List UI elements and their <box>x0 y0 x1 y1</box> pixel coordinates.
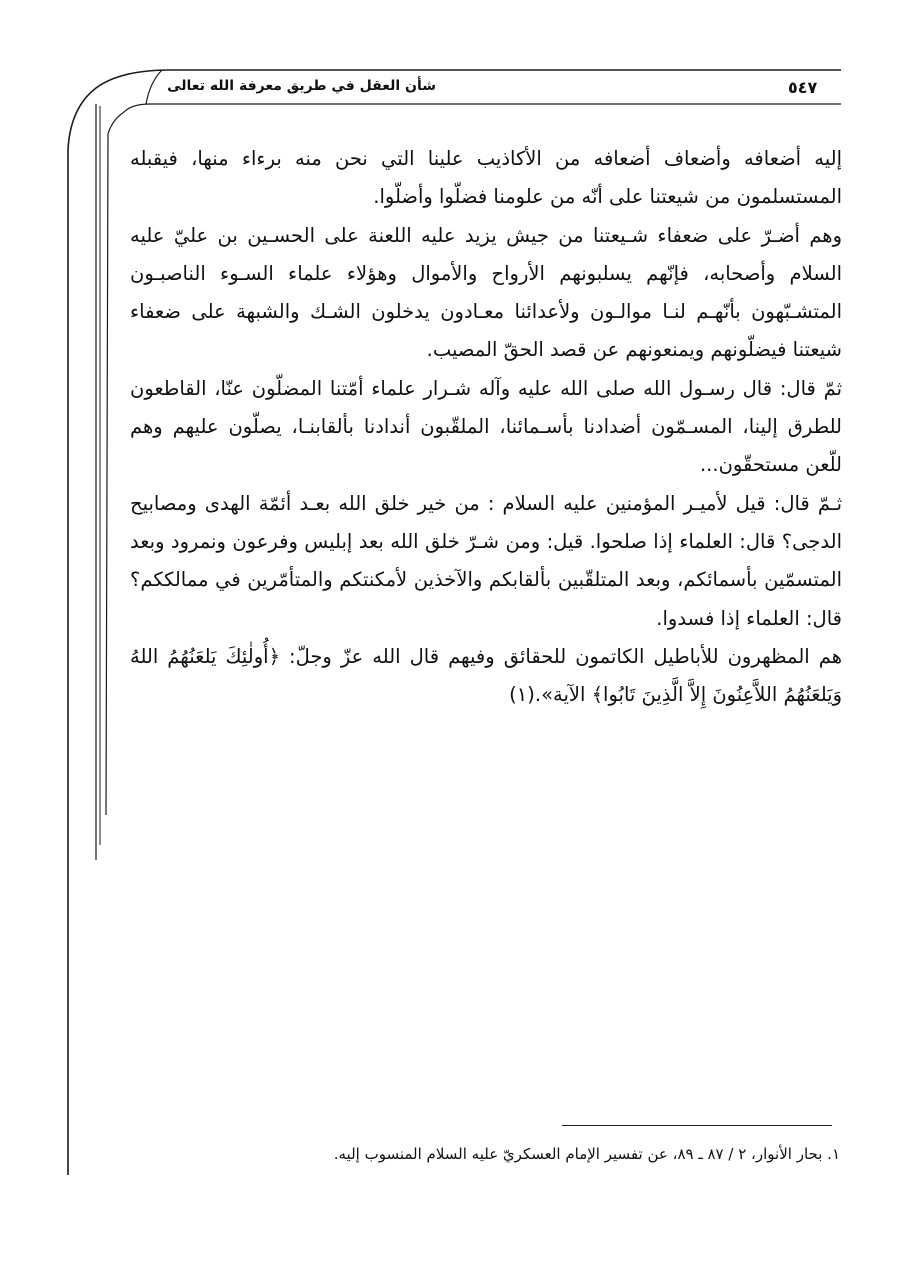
page-number: ٥٤٧ <box>788 78 818 97</box>
footnote: ١. بحار الأنوار، ٢ / ٨٧ ـ ٨٩، عن تفسير الإمام العسكريّ عليه السلام المنسوب إليه. <box>333 1145 840 1163</box>
paragraph: ثمّ قال: قال رسـول الله صلى الله عليه وآله شـرار علماء أمّتنا المضلّون عنّا، القاطعون للطرق إلينا، المسـمّون أضدادنا بأسـمائنا، الملقّبون أندادنا بألقابنـا، يصلّون عليهم وهم للّعن مستحقّون... <box>130 376 842 477</box>
paragraph: ثـمّ قال: قيل لأميـر المؤمنين عليه السلام : من خير خلق الله بعـد أئمّة الهدى ومصابيح الدجى؟ قال: العلماء إذا صلحوا. قيل: ومن شـرّ خلق الله بعد إبليس وفرعون ونمرود وبعد المتسمّين بأسمائكم، وبعد المتلقّبين بألقابكم والآخذين لأمكنتكم والمتأمّرين في ممالككم؟ قال: العلماء إذا فسدوا. <box>130 491 842 630</box>
main-text <box>130 140 842 714</box>
paragraph: وهم أضـرّ على ضعفاء شـيعتنا من جيش يزيد عليه اللعنة على الحسـين بن عليّ عليه السلام وأصحابه، فإنّهم يسلبونهم الأرواح والأموال وهؤلاء علماء السـوء الناصبـون المتشـبّهون بأنّهـم لنـا موالـون ولأعدائنا معـادون يدخلون الشـك والشبهة على ضعفاء شيعتنا فيضلّونهم ويمنعونهم عن قصد الحقّ المصيب. <box>130 223 842 362</box>
paragraph: إليه أضعافه وأضعاف أضعافه من الأكاذيب علينا التي نحن منه برءاء منها، فيقبله المستسلمون من شيعتنا على أنّه من علومنا فضلّوا وأضلّوا. <box>130 147 842 209</box>
running-header-title: شأن العقل في طريق معرفة الله تعالى <box>167 78 436 94</box>
paragraph: هم المظهرون للأباطيل الكاتمون للحقائق وفيهم قال الله عزّ وجلّ: ﴿أُولٰئِكَ يَلعَنُهُمُ اللهُ وَيَلعَنُهُمُ اللاَّعِنُونَ إِلاَّ الَّذِينَ تَابُوا﴾ الآية».(١) <box>130 644 842 707</box>
header-bracket-curve <box>146 70 162 104</box>
footnote-separator <box>562 1125 832 1126</box>
